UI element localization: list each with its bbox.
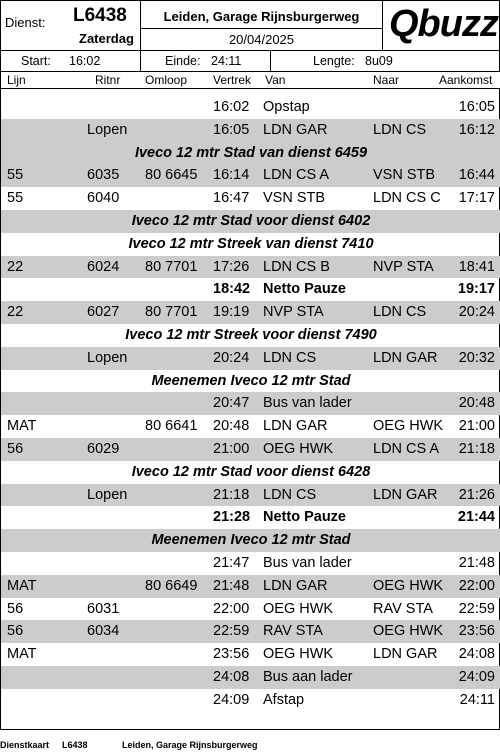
- cell-aankomst: 18:41: [458, 258, 495, 275]
- cell-van: LDN CS A: [263, 167, 330, 184]
- cell-vertrek: 17:26: [213, 258, 250, 275]
- cell-vertrek: 21:28: [213, 509, 251, 526]
- table-row: [1, 620, 500, 643]
- cell-vertrek: 21:18: [213, 486, 250, 503]
- cell-lijn: MAT: [7, 418, 37, 435]
- column-header-van: Van: [265, 73, 286, 87]
- cell-naar: LDN GAR: [373, 646, 438, 663]
- section-title: Iveco 12 mtr Streek voor dienst 7490: [125, 326, 377, 343]
- cell-vertrek: 22:59: [213, 623, 250, 640]
- cell-van: NVP STA: [263, 304, 324, 321]
- cell-naar: NVP STA: [373, 258, 434, 275]
- cell-aankomst: 23:56: [458, 623, 495, 640]
- lengte-cell: [271, 51, 500, 72]
- cell-aankomst: 22:59: [458, 600, 495, 617]
- logo-cell: [383, 1, 500, 51]
- column-header-naar: Naar: [373, 73, 400, 87]
- section-title-row: [1, 370, 500, 393]
- section-title: Iveco 12 mtr Stad voor dienst 6428: [131, 463, 371, 480]
- cell-aankomst: 17:17: [458, 190, 495, 207]
- cell-vertrek: 16:47: [213, 190, 250, 207]
- table-row: [1, 392, 500, 415]
- table-row: [1, 256, 500, 279]
- cell-aankomst: 16:12: [458, 121, 495, 138]
- cell-van: LDN CS: [263, 486, 317, 503]
- cell-ritnr: 6031: [87, 600, 120, 617]
- cell-vertrek: 18:42: [213, 281, 251, 298]
- dienst-number: L6438: [73, 5, 127, 26]
- cell-vertrek: 21:00: [213, 440, 250, 457]
- table-row: [1, 301, 500, 324]
- cell-van: RAV STA: [263, 623, 323, 640]
- cell-aankomst: 24:09: [458, 668, 495, 685]
- section-title-row: [1, 142, 500, 165]
- cell-vertrek: 22:00: [213, 600, 250, 617]
- cell-van: OEG HWK: [263, 646, 334, 663]
- cell-vertrek: 24:08: [213, 668, 250, 685]
- cell-vertrek: 23:56: [213, 646, 250, 663]
- cell-van: OEG HWK: [263, 600, 334, 617]
- lengte-value: 8u09: [365, 54, 393, 68]
- cell-lijn: 56: [7, 440, 24, 457]
- column-header-lijn: Lijn: [7, 73, 26, 87]
- column-header-vertrek: Vertrek: [213, 73, 252, 87]
- cell-vertrek: 16:02: [213, 99, 250, 115]
- column-headers: [1, 72, 500, 89]
- footer-location: Leiden, Garage Rijnsburgerweg: [122, 740, 258, 750]
- section-title: Meenemen Iveco 12 mtr Stad: [151, 532, 351, 549]
- cell-naar: LDN CS A: [373, 440, 440, 457]
- cell-lijn: MAT: [7, 646, 37, 663]
- einde-cell: [141, 51, 271, 72]
- cell-naar: LDN CS C: [373, 190, 441, 207]
- dienst-label: Dienst:: [5, 15, 46, 30]
- einde-label: Einde:: [165, 54, 201, 68]
- table-row: [1, 415, 500, 438]
- table-row: [1, 187, 500, 210]
- cell-lijn: 22: [7, 258, 24, 275]
- date-label: 20/04/2025: [228, 32, 295, 47]
- cell-omloop: 80 6641: [145, 418, 198, 435]
- cell-naar: LDN CS: [373, 121, 427, 138]
- footer-label: Dienstkaart: [0, 740, 50, 750]
- cell-ritnr: 6040: [87, 190, 120, 207]
- location-date-cell: [141, 1, 383, 51]
- table-row: [1, 643, 500, 666]
- cell-aankomst: 21:44: [457, 509, 495, 526]
- cell-aankomst: 24:08: [458, 646, 495, 663]
- section-title: Iveco 12 mtr Stad voor dienst 6402: [131, 212, 371, 229]
- cell-aankomst: 20:32: [458, 349, 495, 366]
- cell-ritnr: Lopen: [87, 121, 128, 138]
- table-row: [1, 598, 500, 621]
- section-title-row: [1, 324, 500, 347]
- cell-aankomst: 21:18: [458, 440, 495, 457]
- qbuzz-logo: Qbuzz: [389, 3, 498, 45]
- cell-van: LDN GAR: [263, 577, 328, 594]
- table-row: [1, 484, 500, 507]
- cell-naar: OEG HWK: [373, 577, 444, 594]
- column-header-omloop: Omloop: [145, 73, 188, 87]
- cell-vertrek: 20:24: [213, 349, 250, 366]
- cell-vertrek: 21:48: [213, 577, 250, 594]
- cell-ritnr: Lopen: [87, 486, 128, 503]
- table-row: [1, 164, 500, 187]
- cell-vertrek: 20:47: [213, 395, 250, 412]
- column-header-aankomst: Aankomst: [439, 73, 493, 87]
- cell-aankomst: 19:17: [457, 281, 495, 298]
- table-row: [1, 438, 500, 461]
- pause-row: [1, 506, 500, 529]
- cell-vertrek: 16:05: [213, 121, 250, 138]
- start-value: 16:02: [69, 54, 101, 68]
- section-title: Iveco 12 mtr Stad van dienst 6459: [134, 144, 368, 161]
- day-label: Zaterdag: [79, 31, 134, 46]
- section-title-row: [1, 461, 500, 484]
- cell-omloop: 80 7701: [145, 258, 198, 275]
- section-title-row: [1, 233, 500, 256]
- cell-omloop: 80 6649: [145, 577, 198, 594]
- section-title: Iveco 12 mtr Streek van dienst 7410: [128, 235, 374, 252]
- pause-row: [1, 278, 500, 301]
- cell-aankomst: 24:11: [459, 691, 495, 708]
- cell-van: Bus aan lader: [263, 668, 353, 685]
- cell-omloop: 80 6645: [145, 167, 198, 184]
- section-title-row: [1, 529, 500, 552]
- cell-van: VSN STB: [263, 190, 326, 207]
- cell-aankomst: 21:26: [458, 486, 495, 503]
- cell-van: Afstap: [263, 691, 305, 708]
- cell-ritnr: 6027: [87, 304, 120, 321]
- cell-van: OEG HWK: [263, 440, 334, 457]
- cell-lijn: 56: [7, 600, 24, 617]
- cell-naar: OEG HWK: [373, 623, 444, 640]
- einde-value: 24:11: [211, 54, 242, 68]
- column-header-ritnr: Ritnr: [95, 73, 121, 87]
- cell-vertrek: 16:14: [213, 167, 250, 184]
- start-cell: [1, 51, 141, 72]
- cell-aankomst: 21:48: [458, 554, 495, 571]
- cell-naar: LDN GAR: [373, 349, 438, 366]
- table-row: [1, 689, 500, 712]
- cell-van: Bus van lader: [263, 395, 352, 412]
- cell-van: LDN GAR: [263, 121, 328, 138]
- cell-van: Opstap: [263, 99, 310, 115]
- cell-naar: OEG HWK: [373, 418, 444, 435]
- cell-naar: VSN STB: [373, 167, 436, 184]
- footer-dienst-number: L6438: [62, 740, 88, 750]
- cell-van: LDN GAR: [263, 418, 328, 435]
- cell-aankomst: 16:44: [458, 167, 495, 184]
- cell-ritnr: 6024: [87, 258, 120, 275]
- lengte-label: Lengte:: [313, 54, 355, 68]
- cell-van: Netto Pauze: [263, 281, 346, 298]
- dienst-cell: [1, 1, 141, 51]
- table-row: [1, 347, 500, 370]
- section-title-row: [1, 210, 500, 233]
- cell-ritnr: 6034: [87, 623, 120, 640]
- cell-naar: LDN GAR: [373, 486, 438, 503]
- cell-vertrek: 21:47: [213, 554, 250, 571]
- cell-vertrek: 19:19: [213, 304, 250, 321]
- duty-rows: [1, 96, 500, 712]
- cell-lijn: 22: [7, 304, 24, 321]
- cell-vertrek: 20:48: [213, 418, 250, 435]
- section-title: Meenemen Iveco 12 mtr Stad: [151, 372, 351, 389]
- cell-aankomst: 20:48: [458, 395, 495, 412]
- cell-aankomst: 20:24: [458, 304, 495, 321]
- cell-ritnr: Lopen: [87, 349, 128, 366]
- cell-aankomst: 21:00: [458, 418, 495, 435]
- cell-naar: RAV STA: [373, 600, 433, 617]
- cell-vertrek: 24:09: [213, 691, 250, 708]
- cell-ritnr: 6029: [87, 440, 120, 457]
- table-row: [1, 119, 500, 142]
- cell-van: LDN CS: [263, 349, 317, 366]
- cell-van: LDN CS B: [263, 258, 330, 275]
- cell-van: Netto Pauze: [263, 509, 346, 526]
- cell-ritnr: 6035: [87, 167, 120, 184]
- cell-lijn: MAT: [7, 577, 37, 594]
- start-label: Start:: [21, 54, 51, 68]
- cell-lijn: 56: [7, 623, 24, 640]
- cell-omloop: 80 7701: [145, 304, 198, 321]
- table-row: [1, 552, 500, 575]
- location-title: Leiden, Garage Rijnsburgerweg: [141, 9, 382, 29]
- cell-lijn: 55: [7, 190, 24, 207]
- table-row: [1, 96, 500, 119]
- cell-lijn: 55: [7, 167, 24, 184]
- cell-aankomst: 16:05: [458, 99, 495, 115]
- cell-van: Bus van lader: [263, 554, 352, 571]
- cell-aankomst: 22:00: [458, 577, 495, 594]
- header: [1, 1, 500, 72]
- table-row: [1, 666, 500, 689]
- table-row: [1, 575, 500, 598]
- cell-naar: LDN CS: [373, 304, 427, 321]
